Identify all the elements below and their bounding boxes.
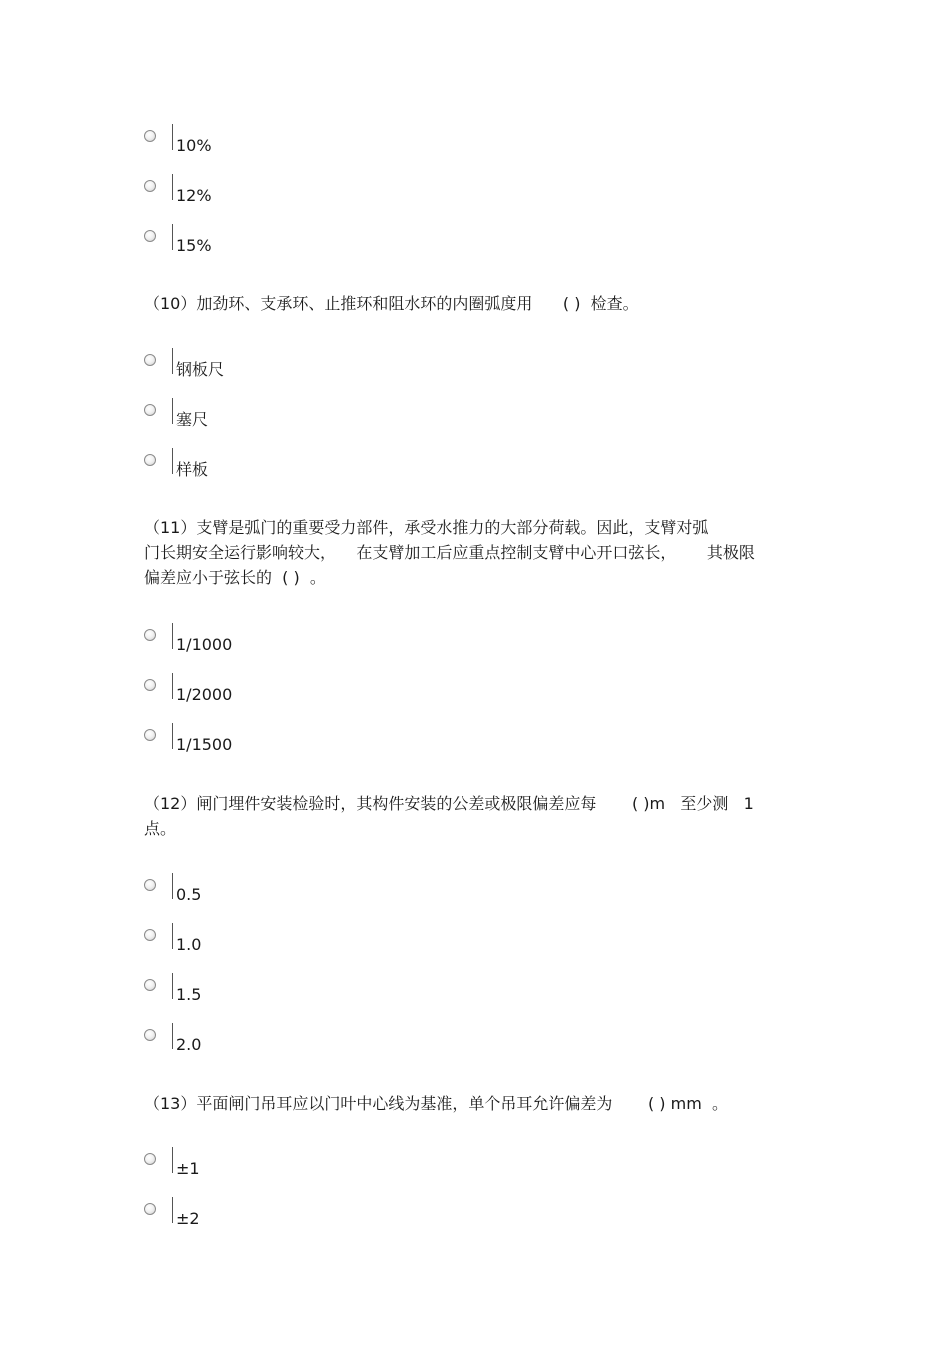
question-text: （11）支臂是弧门的重要受力部件，承受水推力的大部分荷载。因此，支臂对弧	[144, 518, 709, 537]
radio-button[interactable]	[144, 929, 156, 941]
radio-button[interactable]	[144, 679, 156, 691]
radio-button[interactable]	[144, 1203, 156, 1215]
option-label: 1/1500	[176, 735, 233, 754]
option-divider	[172, 673, 173, 699]
option-divider	[172, 398, 173, 424]
option-divider	[172, 1023, 173, 1049]
radio-button[interactable]	[144, 729, 156, 741]
radio-button[interactable]	[144, 979, 156, 991]
option-label: 样板	[176, 460, 209, 479]
radio-button[interactable]	[144, 130, 156, 142]
option-label: ±2	[176, 1209, 200, 1228]
option-row[interactable]	[144, 673, 744, 713]
radio-button[interactable]	[144, 629, 156, 641]
radio-button[interactable]	[144, 1153, 156, 1165]
radio-button[interactable]	[144, 180, 156, 192]
option-divider	[172, 923, 173, 949]
option-divider	[172, 348, 173, 374]
option-label: 15%	[176, 236, 212, 255]
option-divider	[172, 224, 173, 250]
question-text: 点。	[144, 819, 177, 838]
option-row[interactable]	[144, 1197, 744, 1237]
question-13	[144, 1091, 814, 1116]
option-label: 1.5	[176, 985, 202, 1004]
option-label: 12%	[176, 186, 212, 205]
option-divider	[172, 623, 173, 649]
option-divider	[172, 1147, 173, 1173]
question-text: 门长期安全运行影响较大， 在支臂加工后应重点控制支臂中心开口弦长， 其极限	[144, 543, 755, 562]
option-label: 2.0	[176, 1035, 202, 1054]
option-row[interactable]	[144, 923, 744, 963]
option-row[interactable]	[144, 174, 744, 214]
radio-button[interactable]	[144, 1029, 156, 1041]
option-row[interactable]	[144, 723, 744, 763]
question-text: （12）闸门埋件安装检验时，其构件安装的公差或极限偏差应每 ( )m 至少测 1	[144, 794, 754, 813]
question-11	[144, 515, 814, 590]
radio-button[interactable]	[144, 230, 156, 242]
option-row[interactable]	[144, 348, 744, 388]
option-label: ±1	[176, 1159, 200, 1178]
option-divider	[172, 448, 173, 474]
option-row[interactable]	[144, 398, 744, 438]
option-row[interactable]	[144, 623, 744, 663]
option-label: 0.5	[176, 885, 202, 904]
option-row[interactable]	[144, 873, 744, 913]
option-divider	[172, 873, 173, 899]
option-divider	[172, 973, 173, 999]
radio-button[interactable]	[144, 879, 156, 891]
option-divider	[172, 124, 173, 150]
option-row[interactable]	[144, 224, 744, 264]
question-text: （13）平面闸门吊耳应以门叶中心线为基准，单个吊耳允许偏差为 ( ) mm 。	[144, 1094, 728, 1113]
question-text: （10）加劲环、支承环、止推环和阻水环的内圈弧度用 ( ) 检查。	[144, 294, 639, 313]
option-label: 10%	[176, 136, 212, 155]
option-label: 1.0	[176, 935, 202, 954]
option-divider	[172, 723, 173, 749]
option-row[interactable]	[144, 124, 744, 164]
question-12	[144, 791, 814, 841]
question-text: 偏差应小于弦长的 ( ) 。	[144, 568, 326, 587]
option-label: 1/1000	[176, 635, 233, 654]
option-row[interactable]	[144, 448, 744, 488]
option-row[interactable]	[144, 1147, 744, 1187]
option-row[interactable]	[144, 1023, 744, 1063]
question-10	[144, 291, 814, 316]
radio-button[interactable]	[144, 404, 156, 416]
option-label: 1/2000	[176, 685, 233, 704]
radio-button[interactable]	[144, 454, 156, 466]
radio-button[interactable]	[144, 354, 156, 366]
option-divider	[172, 1197, 173, 1223]
option-divider	[172, 174, 173, 200]
option-label: 塞尺	[176, 410, 209, 429]
option-row[interactable]	[144, 973, 744, 1013]
option-label: 钢板尺	[176, 360, 225, 379]
